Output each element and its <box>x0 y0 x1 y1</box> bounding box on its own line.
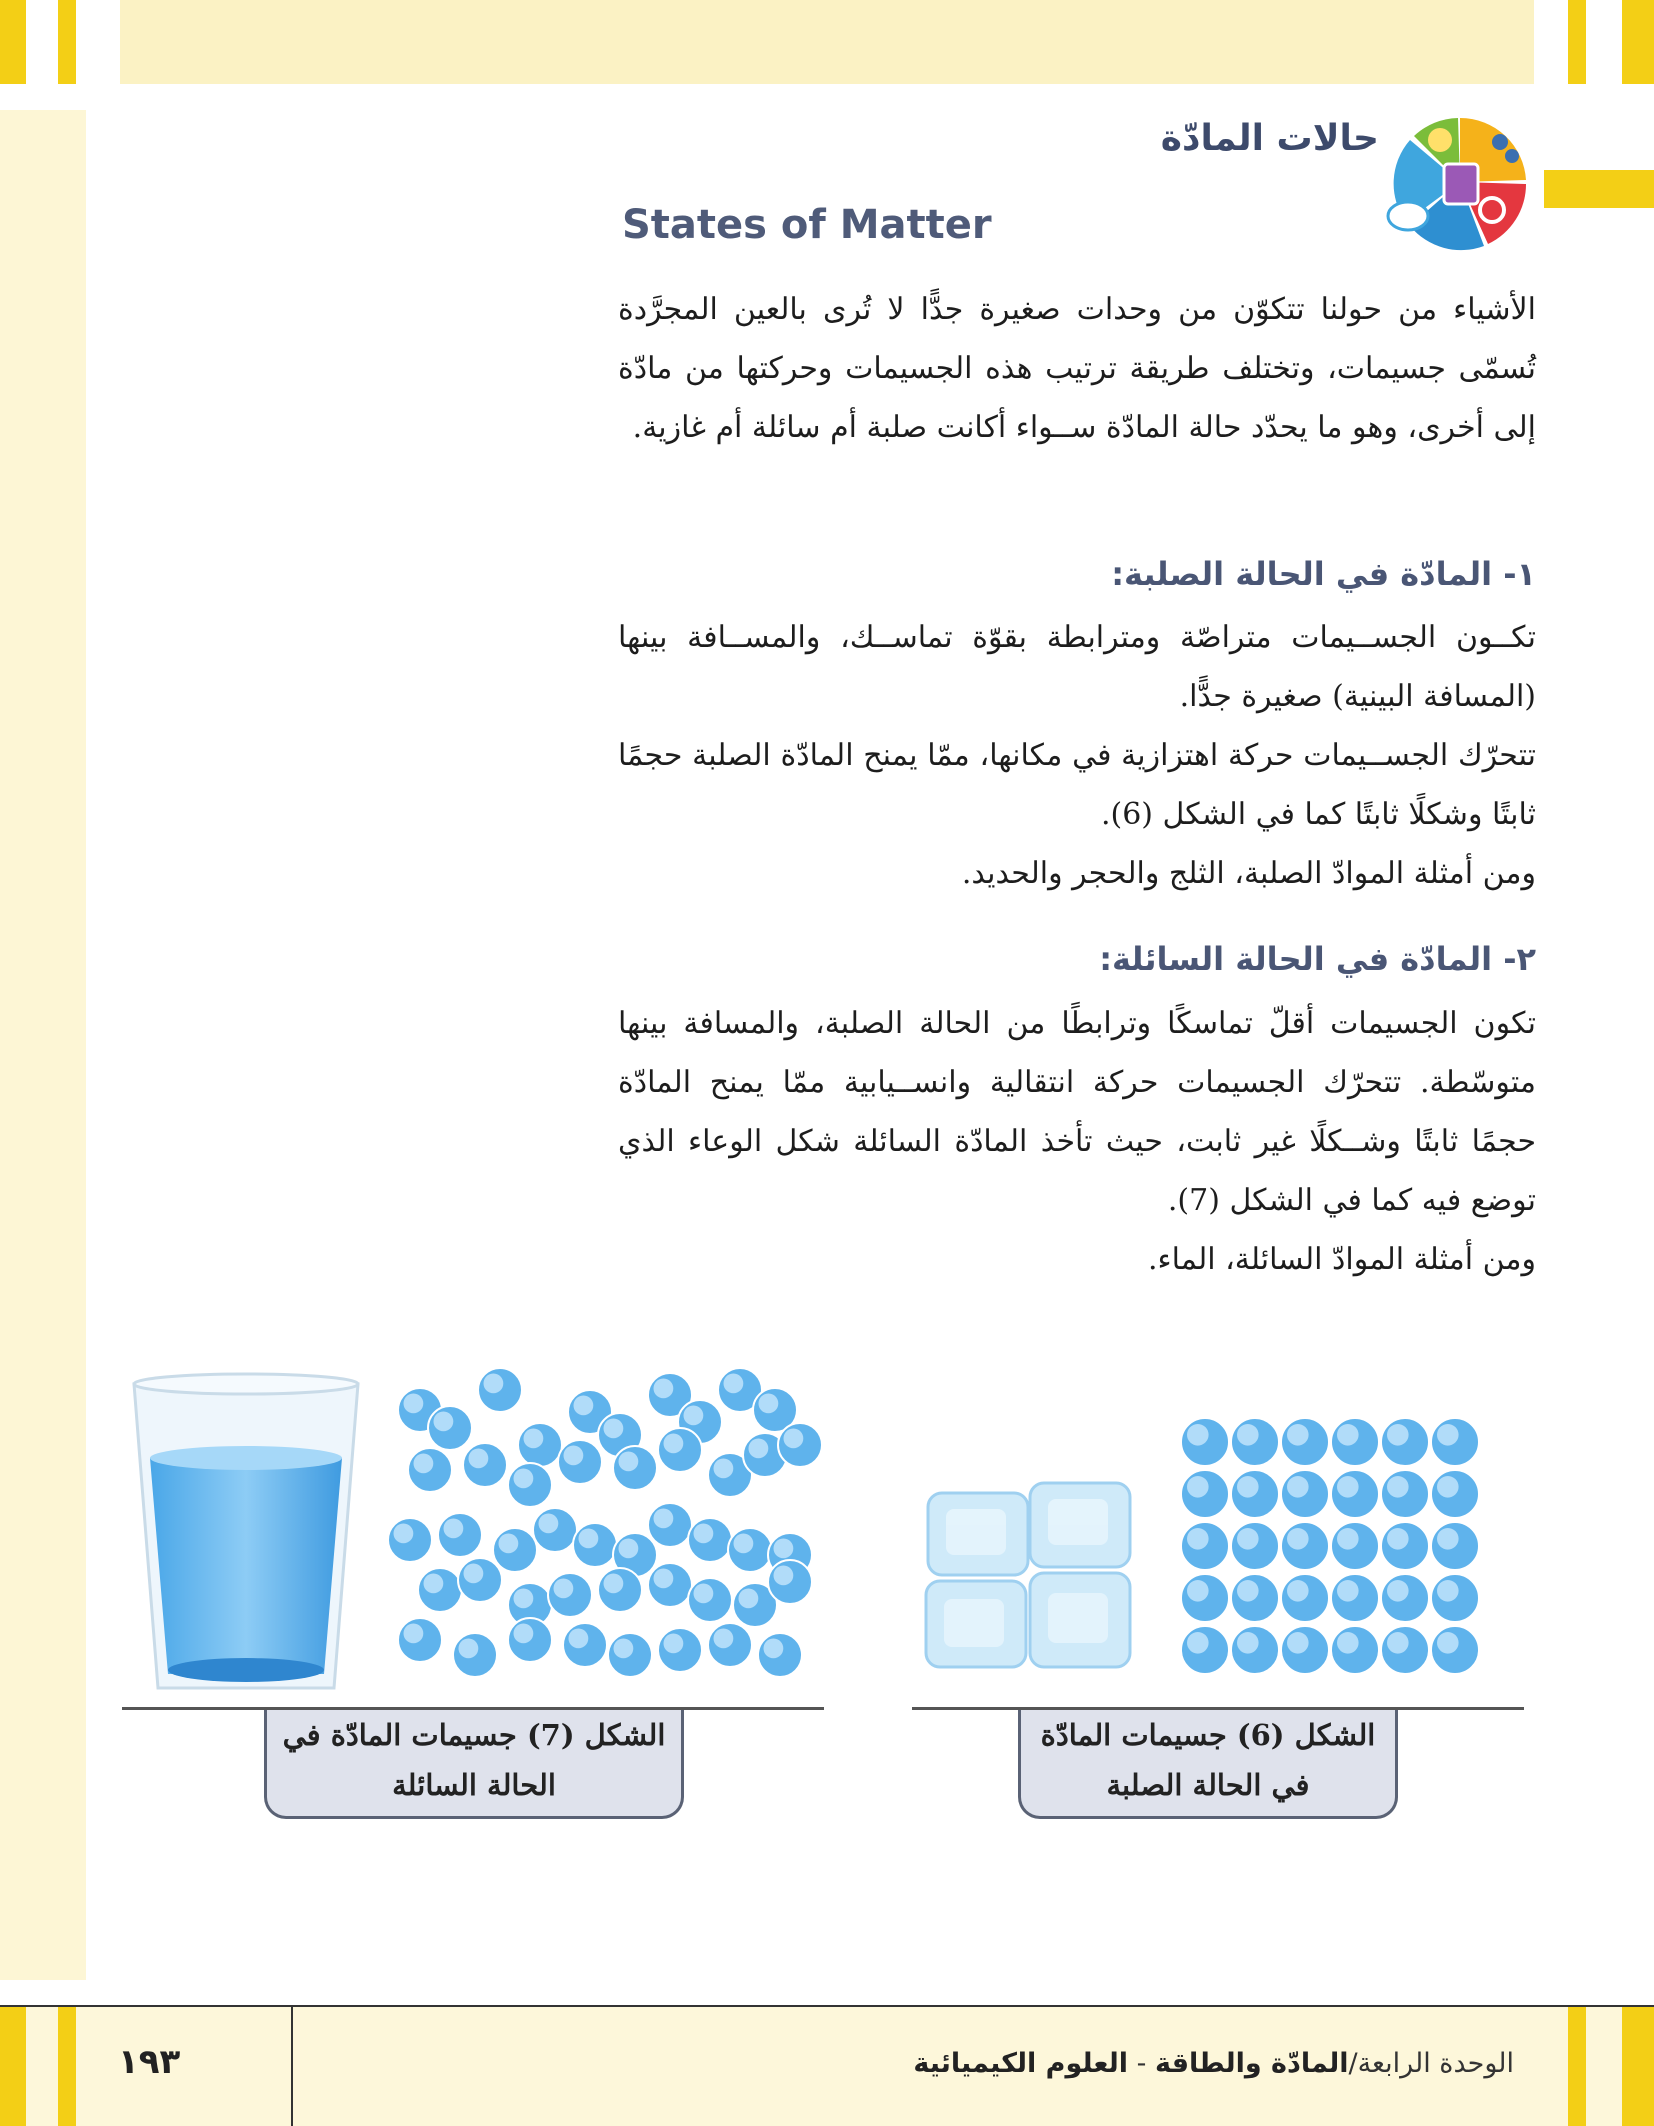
particle <box>598 1568 642 1612</box>
particle <box>608 1633 652 1677</box>
particle <box>1181 1418 1229 1466</box>
particle <box>1381 1626 1429 1674</box>
solid-text-1: تكــون الجســيمات متراصّة ومترابطة بقوّة تماســك، والمســافة بينها (المسافة البينية) صغيرة جدًّا. <box>618 620 1536 714</box>
particle <box>533 1508 577 1552</box>
particle <box>573 1523 617 1567</box>
particle <box>518 1423 562 1467</box>
particle <box>728 1528 772 1572</box>
particle <box>1331 1522 1379 1570</box>
top-band <box>120 0 1534 84</box>
particle <box>1331 1418 1379 1466</box>
footer-unit-title <box>913 2048 1514 2079</box>
particle <box>1231 1522 1279 1570</box>
particle <box>1331 1626 1379 1674</box>
particle <box>1231 1418 1279 1466</box>
particle <box>1431 1470 1479 1518</box>
figure6-caption <box>1018 1710 1398 1819</box>
particle <box>1381 1522 1429 1570</box>
particle <box>1281 1418 1329 1466</box>
particle <box>658 1628 702 1672</box>
figure7-caption-line1: الشكل (7) جسيمات المادّة في <box>282 1718 666 1752</box>
left-margin-band <box>0 110 86 1980</box>
ice-cubes-illustration <box>922 1475 1142 1675</box>
particle <box>708 1623 752 1667</box>
particle <box>1331 1574 1379 1622</box>
water-glass-illustration <box>128 1370 364 1700</box>
particle <box>688 1518 732 1562</box>
particle <box>558 1440 602 1484</box>
section-wheel-icon <box>1380 110 1540 260</box>
figure7-caption-line2: الحالة السائلة <box>392 1768 556 1802</box>
particle <box>1381 1470 1429 1518</box>
particle <box>1431 1522 1479 1570</box>
top-stripe <box>58 0 76 84</box>
particle <box>548 1573 592 1617</box>
particle <box>508 1463 552 1507</box>
particle <box>388 1518 432 1562</box>
page-title-arabic: حالات المادّة <box>1160 118 1379 159</box>
particle <box>1231 1626 1279 1674</box>
particle <box>1381 1418 1429 1466</box>
footer-separator: - <box>1128 2048 1155 2079</box>
top-stripe <box>0 0 26 84</box>
particle <box>768 1560 812 1604</box>
particle <box>778 1423 822 1467</box>
particle <box>418 1568 462 1612</box>
footer-subject: العلوم الكيميائية <box>913 2048 1129 2079</box>
particle <box>1331 1470 1379 1518</box>
particle <box>463 1443 507 1487</box>
particle <box>1381 1574 1429 1622</box>
bottom-stripe <box>0 2005 26 2126</box>
particle <box>1231 1470 1279 1518</box>
footer-divider <box>0 2005 1654 2007</box>
particle <box>438 1513 482 1557</box>
particle <box>613 1446 657 1490</box>
particle <box>1181 1522 1229 1570</box>
intro-text: الأشياء من حولنا تتكوّن من وحدات صغيرة جدًّا لا تُرى بالعين المجرَّدة تُسمّى جسيمات، وتختلف طريقة ترتيب هذه الجسيمات وحركتها من مادّة إلى أخرى، وهو ما يحدّد حالة المادّة ســواء أكانت صلبة أم سائلة أم غازية. <box>618 292 1536 445</box>
particle <box>1431 1418 1479 1466</box>
liquid-text-1: تكون الجسيمات أقلّ تماسكًا وترابطًا من الحالة الصلبة، والمسافة بينها متوسّطة. تتحرّك الجسيمات حركة انتقالية وانســيابية ممّا يمنح المادّة حجمًا ثابتًا وشــكلًا غير ثابت، حيث تأخذ المادّة السائلة شكل الوعاء الذي توضع فيه كما في الشكل (7). <box>618 1006 1536 1218</box>
particle <box>688 1578 732 1622</box>
liquid-particles-illustration <box>380 1350 830 1700</box>
particle <box>458 1558 502 1602</box>
intro-paragraph <box>618 280 1536 457</box>
particle <box>398 1618 442 1662</box>
particle <box>1181 1626 1229 1674</box>
particle <box>408 1448 452 1492</box>
bottom-stripe <box>1568 2005 1586 2126</box>
particle <box>1431 1574 1479 1622</box>
liquid-heading: ٢- المادّة في الحالة السائلة: <box>1099 940 1536 978</box>
particle <box>508 1618 552 1662</box>
top-stripe <box>1622 0 1654 84</box>
footer-vertical-divider <box>291 2005 293 2126</box>
solid-heading: ١- المادّة في الحالة الصلبة: <box>1111 555 1536 593</box>
particle <box>563 1623 607 1667</box>
particle <box>648 1503 692 1547</box>
solid-paragraph <box>618 608 1536 903</box>
particle <box>493 1528 537 1572</box>
section-marker-tab <box>1544 170 1654 208</box>
liquid-text-2: ومن أمثلة الموادّ السائلة، الماء. <box>1147 1242 1536 1277</box>
solid-particles-illustration <box>1175 1410 1505 1700</box>
particle <box>658 1428 702 1472</box>
particle <box>1281 1626 1329 1674</box>
bottom-stripe <box>1622 2005 1654 2126</box>
figure6-caption-line1: الشكل (6) جسيمات المادّة <box>1040 1718 1376 1752</box>
bottom-stripe <box>58 2005 76 2126</box>
particle <box>1181 1470 1229 1518</box>
page-title-english: States of Matter <box>622 202 992 248</box>
particle <box>758 1633 802 1677</box>
particle <box>478 1368 522 1412</box>
footer-unit: الوحدة الرابعة/ <box>1348 2048 1514 2079</box>
figure7-caption <box>264 1710 684 1819</box>
particle <box>1181 1574 1229 1622</box>
footer-unit-name: المادّة والطاقة <box>1154 2048 1349 2079</box>
particle <box>648 1563 692 1607</box>
particle <box>428 1406 472 1450</box>
particle <box>453 1633 497 1677</box>
solid-text-3: ومن أمثلة الموادّ الصلبة، الثلج والحجر والحديد. <box>961 856 1536 891</box>
page-number: ١٩٣ <box>118 2042 181 2082</box>
particle <box>1281 1522 1329 1570</box>
liquid-paragraph <box>618 994 1536 1289</box>
top-stripe <box>1568 0 1586 84</box>
particle <box>1231 1574 1279 1622</box>
solid-text-2: تتحرّك الجســيمات حركة اهتزازية في مكانها، ممّا يمنح المادّة الصلبة حجمًا ثابتًا وشكلًا ثابتًا كما في الشكل (6). <box>618 738 1536 832</box>
particle <box>1281 1470 1329 1518</box>
particle <box>1281 1574 1329 1622</box>
particle <box>1431 1626 1479 1674</box>
figure6-caption-line2: في الحالة الصلبة <box>1106 1768 1310 1802</box>
